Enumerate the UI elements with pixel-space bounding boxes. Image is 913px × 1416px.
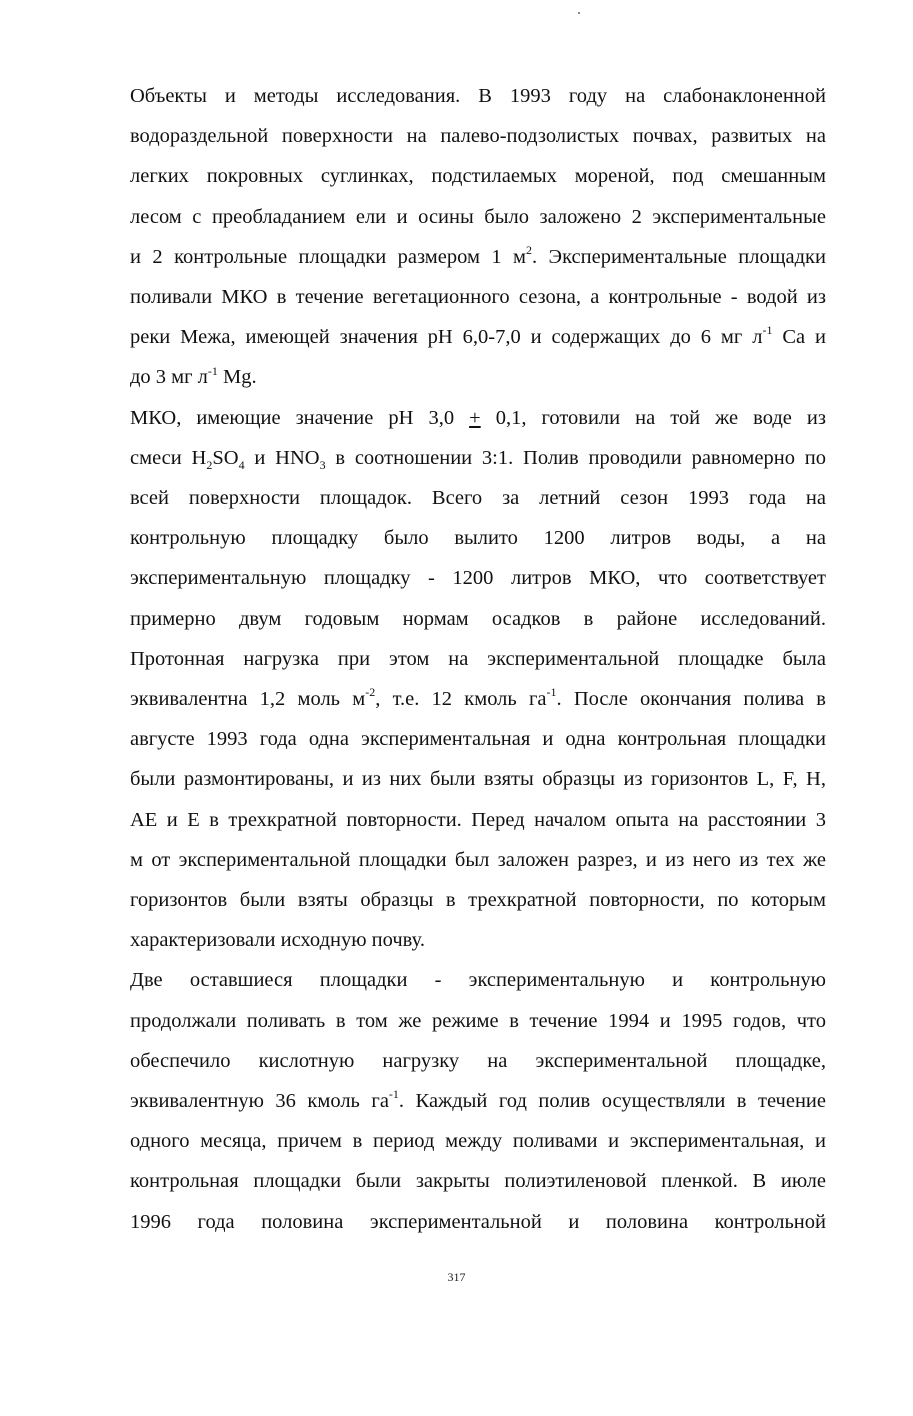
text-run: примерно двум годовым нормам осадков в районе исследований. [130,607,826,630]
text-line [82,880,826,920]
scan-speck [578,12,580,14]
text-line [82,317,826,357]
text-line [82,357,826,397]
text-run: и HNO [244,446,320,469]
text-line [82,197,826,237]
text-run: , т.е. 12 кмоль га [375,688,547,711]
superscript: -1 [762,323,773,338]
text-line [82,800,826,840]
text-line [82,76,826,116]
text-run: . Экспериментальные площадки [532,245,826,268]
text-run: Две оставшиеся площадки - экспериментальную и контрольную [130,969,826,992]
text-run: одного месяца, причем в период между поливами и экспериментальная, и [130,1130,826,1153]
text-run: Протонная нагрузка при этом на экспериментальной площадке была [130,647,826,670]
text-run: были размонтированы, и из них были взяты образцы из горизонтов L, F, H, [130,768,826,791]
text-line [82,156,826,196]
text-line [82,478,826,518]
text-run: Mg. [217,366,257,389]
subscript: 3 [319,457,326,472]
text-run: Са и [772,326,827,349]
text-line [82,518,826,558]
text-run: реки Межа, имеющей значения pH 6,0-7,0 и содержащих до 6 мг л [130,326,763,349]
page-number: 317 [447,1270,466,1284]
text-run: АЕ и Е в трехкратной повторности. Перед началом опыта на расстоянии 3 [130,808,826,831]
text-run: и 2 контрольные площадки размером 1 м [130,245,526,268]
text-line [82,759,826,799]
text-line [82,719,826,759]
text-run: м от экспериментальной площадки был заложен разрез, и из него из тех же [130,848,826,871]
body-text [82,76,826,1242]
text-run: легких покровных суглинках, подстилаемых мореной, под смешанным [130,165,826,188]
text-run: эквивалентную 36 кмоль га [130,1090,389,1113]
text-run: в соотношении 3:1. Полив проводили равномерно по [325,446,826,469]
superscript: -1 [207,363,218,378]
text-run: эквивалентна 1,2 моль м [130,688,366,711]
text-line [82,960,826,1000]
text-run: августе 1993 года одна экспериментальная и одна контрольная площадки [130,728,826,751]
text-run: горизонтов были взяты образцы в трехкратной повторности, по которым [130,889,826,912]
text-run: . После окончания полива в [556,688,826,711]
text-line [82,558,826,598]
subscript: 4 [238,457,245,472]
text-line [82,920,826,960]
text-run: . Каждый год полив осуществляли в течение [398,1090,826,1113]
text-run: смеси H [130,446,207,469]
subscript: 2 [206,457,213,472]
text-run: характеризовали исходную почву. [130,929,425,952]
text-line [82,1001,826,1041]
text-line [82,1121,826,1161]
text-run: контрольную площадку было вылито 1200 литров воды, а на [130,527,826,550]
text-line [82,1041,826,1081]
text-run: экспериментальную площадку - 1200 литров МКО, что соответствует [130,567,826,590]
text-line [82,398,826,438]
superscript: -2 [365,685,376,700]
text-run: 1996 года половина экспериментальной и половина контрольной [130,1210,826,1233]
text-run: поливали МКО в течение вегетационного сезона, а контрольные - водой из [130,286,826,309]
text-line [82,599,826,639]
text-line [82,639,826,679]
paragraph [82,76,826,398]
text-line [82,277,826,317]
text-line [82,237,826,277]
text-line [82,1081,826,1121]
superscript: 2 [526,242,532,257]
superscript: -1 [546,685,557,700]
text-line [82,116,826,156]
text-run: продолжали поливать в том же режиме в течение 1994 и 1995 годов, что [130,1009,826,1032]
text-line [82,438,826,478]
text-line [82,1161,826,1201]
text-run: 0,1, готовили на той же воде из [480,406,826,429]
plus-minus-sign: + [469,406,481,429]
text-run: SO [212,446,239,469]
paragraph [82,398,826,961]
text-line [82,840,826,880]
text-run: лесом с преобладанием ели и осины было заложено 2 экспериментальные [130,205,826,228]
text-run: всей поверхности площадок. Всего за летний сезон 1993 года на [130,487,826,510]
text-line [82,679,826,719]
paragraph [82,960,826,1241]
text-run: контрольная площадки были закрыты полиэтиленовой пленкой. В июле [130,1170,826,1193]
text-run: до 3 мг л [130,366,208,389]
text-run: Объекты и методы исследования. В 1993 году на слабонаклоненной [130,85,826,107]
text-run: обеспечило кислотную нагрузку на экспериментальной площадке, [130,1049,826,1072]
superscript: -1 [388,1087,399,1102]
text-line [82,1202,826,1242]
text-run: МКО, имеющие значение pH 3,0 [130,406,470,429]
text-run: водораздельной поверхности на палево-подзолистых почвах, развитых на [130,125,826,148]
